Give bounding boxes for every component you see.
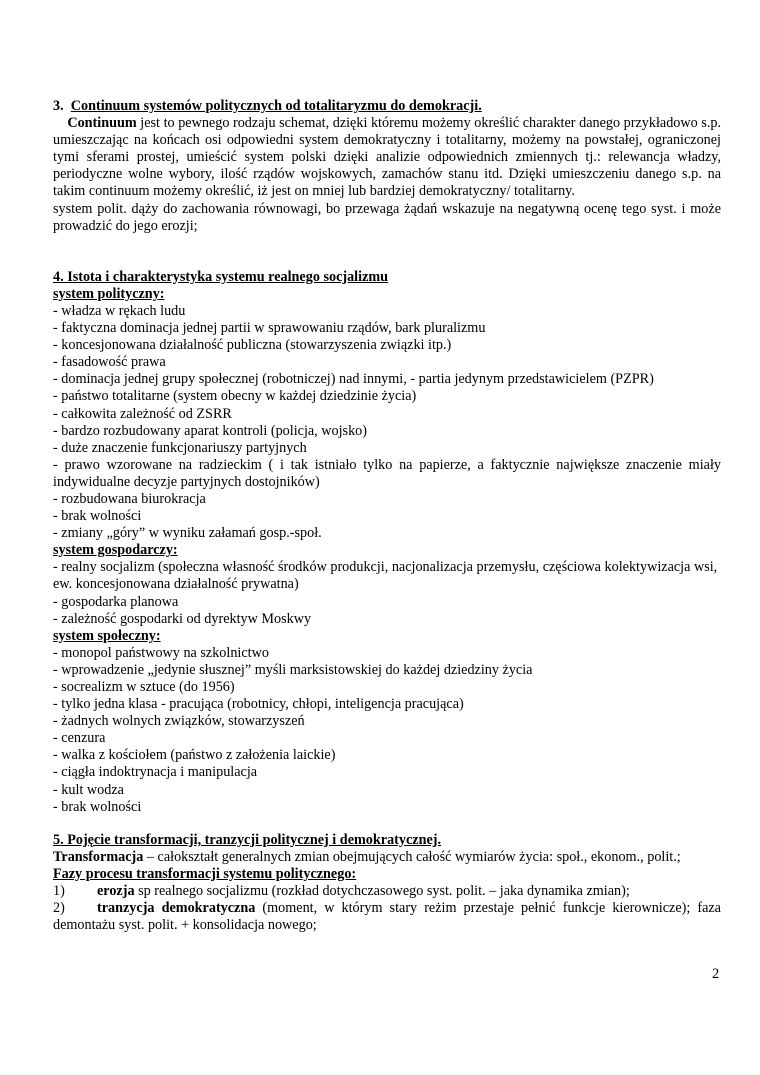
list-item: - zmiany „góry” w wyniku załamań gosp.-społ. xyxy=(53,525,322,542)
subheading-system-gospodarczy: system gospodarczy: xyxy=(53,542,178,559)
list-system-polityczny xyxy=(53,303,721,542)
list-item: - żadnych wolnych związków, stowarzyszeń xyxy=(53,713,305,730)
section-3-paragraph-1 xyxy=(53,115,721,200)
list-item: - całkowita zależność od ZSRR xyxy=(53,405,232,422)
list-item: - bardzo rozbudowany aparat kontroli (policja, wojsko) xyxy=(53,422,367,439)
list-item: - koncesjonowana działalność publiczna (stowarzyszenia związki itp.) xyxy=(53,337,452,354)
section-4-heading: 4. Istota i charakterystyka systemu realnego socjalizmu xyxy=(53,268,389,285)
list-item: - brak wolności xyxy=(53,798,142,815)
list-item: - wprowadzenie „jedynie słusznej” myśli marksistowskiej do każdej dziedziny życia xyxy=(53,661,533,678)
list-item: - fasadowość prawa xyxy=(53,354,166,371)
section-3-paragraph-2: system polit. dąży do zachowania równowagi, bo przewaga żądań wskazuje na negatywną ocenę tego syst. i może prowadzić do jego erozji; xyxy=(53,200,721,234)
list-item: - władza w rękach ludu xyxy=(53,302,186,319)
section-3-heading xyxy=(53,98,721,115)
phase-number: 1) xyxy=(53,883,65,900)
list-item: - cenzura xyxy=(53,730,106,747)
section-3-title: Continuum systemów politycznych od totalitaryzmu do demokracji. xyxy=(70,98,482,114)
list-item: - faktyczna dominacja jednej partii w sprawowaniu rządów, bark pluralizmu xyxy=(53,320,486,337)
list-item: - rozbudowana biurokracja xyxy=(53,490,206,507)
list-item: - gospodarka planowa xyxy=(53,593,179,610)
list-item: - socrealizm w sztuce (do 1956) xyxy=(53,679,235,695)
list-item: - zależność gospodarki od dyrektyw Moskwy xyxy=(53,610,312,627)
phase-term: tranzycja demokratyczna xyxy=(97,900,256,917)
list-item: - kult wodza xyxy=(53,781,124,798)
list-item: - brak wolności xyxy=(53,508,142,525)
list-item: - ciągła indoktrynacja i manipulacja xyxy=(53,764,258,781)
phase-item-1: 1) erozja sp realnego socjalizmu (rozkład dotychczasowego syst. polit. – jaka dynamika zmian); xyxy=(53,883,630,900)
list-item: - walka z kościołem (państwo z założenia laickie) xyxy=(53,747,336,764)
phase-number: 2) xyxy=(53,900,65,917)
section-5-heading: 5. Pojęcie transformacji, tranzycji politycznej i demokratycznej. xyxy=(53,831,442,848)
term-continuum: Continuum xyxy=(67,115,137,132)
list-item: - monopol państwowy na szkolnictwo xyxy=(53,644,269,661)
subheading-system-spoleczny: system społeczny: xyxy=(53,627,161,644)
list-item: - duże znaczenie funkcjonariuszy partyjnych xyxy=(53,439,307,456)
section-3-number: 3. xyxy=(53,98,64,114)
subheading-fazy: Fazy procesu transformacji systemu politycznego: xyxy=(53,865,357,882)
page-number: 2 xyxy=(712,966,720,982)
continuum-definition: jest to pewnego rodzaju schemat, dzięki któremu możemy określić charakter danego przykładowo s.p. umieszczając na końcach osi odpowiedni system demokratyczny i totalitarny, możemy na powstałej, ograniczonej tymi sferami prostej, umieścić system polski dzięki analizie odpowiednich zmiennych tj.: relewancja władzy, periodyczne wolne wybory, ilość rządów wojskowych, zamachów stanu itd. Dzięki umieszczeniu danego s.p. na takim continuum możemy określić, iż jest on mniej lub bardziej demokratyczny/ totalitarny. xyxy=(53,115,722,200)
list-item: - prawo wzorowane na radzieckim ( i tak istniało tylko na papierze, a faktycznie największe znaczenie miały indywidualne decyzje partyjnych dostojników) xyxy=(53,456,721,490)
page-content xyxy=(53,98,721,934)
list-item: - dominacja jednej grupy społecznej (robotniczej) nad innymi, - partia jedynym przedstawicielem (PZPR) xyxy=(53,371,654,388)
list-system-spoleczny xyxy=(53,645,721,816)
phase-item-2: 2) tranzycja demokratyczna (moment, w którym stary reżim przestaje pełnić funkcje kierownicze); faza demontażu syst. polit. + konsolidacja nowego; xyxy=(53,900,721,934)
transformacja-definition: Transformacja – całokształt generalnych zmian obejmujących całość wymiarów życia: społ., ekonom., polit.; xyxy=(53,848,681,865)
subheading-system-polityczny: system polityczny: xyxy=(53,285,165,302)
list-item: - realny socjalizm (społeczna własność środków produkcji, nacjonalizacja przemysłu, częściowa kolektywizacja wsi, ew. koncesjonowana działalność prywatna) xyxy=(53,559,718,593)
phase-term: erozja xyxy=(97,883,135,900)
list-item: - tylko jedna klasa - pracująca (robotnicy, chłopi, inteligencja pracująca) xyxy=(53,696,464,713)
list-system-gospodarczy xyxy=(53,559,721,627)
list-item: - państwo totalitarne (system obecny w każdej dziedzinie życia) xyxy=(53,388,417,405)
term-transformacja: Transformacja xyxy=(53,848,144,865)
